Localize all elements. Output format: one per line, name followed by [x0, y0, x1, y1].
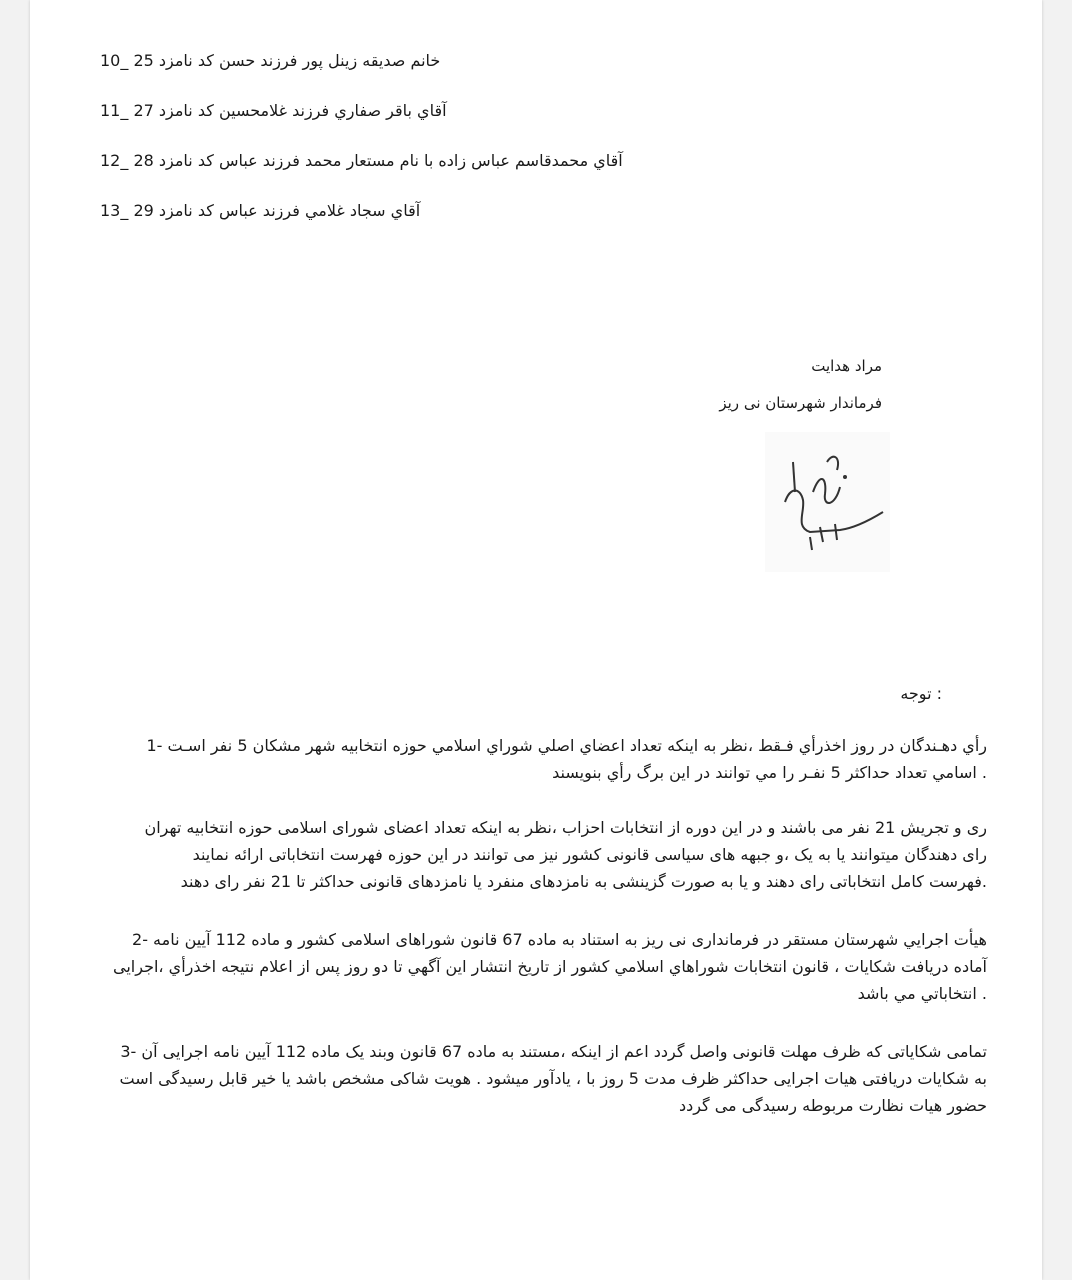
note-paragraph-2 — [87, 814, 987, 895]
document-page — [30, 0, 1042, 1280]
candidate-line: آقاي سجاد غلامي فرزند عباس كد نامزد 29 _13 — [100, 201, 421, 220]
note-line: .فهرست کامل انتخاباتی رای دهند و یا به صورت گزینشی به نامزدهای منفرد یا نامزدهای قانونی حداکثر تا 21 نفر رای دهند — [180, 872, 987, 891]
note-line: رای دهندگان میتوانند یا به یک ،و جبهه های سیاسی قانونی کشور نیز می توانند در این حوزه فهرست انتخاباتی ارائه نمایند — [192, 845, 987, 864]
candidate-line: آقاي محمدقاسم عباس زاده با نام مستعار محمد فرزند عباس كد نامزد 28 _12 — [100, 151, 623, 170]
note-line: تمامی شکایاتی که ظرف مهلت قانونی واصل گردد اعم از اینکه ،مستند به ماده 67 قانون وبند یک ماده 112 آیین نامه اجرایی آن -3 — [120, 1042, 987, 1061]
note-line: هيأت اجرايي شهرستان مستقر در فرمانداری نی ريز به استناد به ماده 67 قانون شوراهای اسلامی کشور و ماده 112 آيين نامه -2 — [132, 930, 987, 949]
signatory-name: مراد هدايت — [811, 357, 882, 375]
note-line: رأي دهـندگان در روز اخذرأي فـقط ،نظر به اينكه تعداد اعضاي اصلي شوراي اسلامي حوزه انتخابيه شهر مشكان 5 نفر اسـت -1 — [146, 736, 987, 755]
note-line: به شکایات دریافتی هیات اجرایی حداکثر ظرف مدت 5 روز با ، یادآور میشود . هویت شاکی مشخص باشد یا خیر قابل رسیدگی است — [119, 1069, 987, 1088]
candidate-line: خانم صديقه زينل پور فرزند حسن كد نامزد 25 _10 — [100, 51, 441, 70]
note-line: . اسامي تعداد حداكثر 5 نفـر را مي توانند در اين برگ رأي بنويسند — [552, 763, 987, 782]
note-paragraph-1 — [87, 732, 987, 786]
signature-drawing — [765, 432, 890, 572]
signatory-title: فرماندار شهرستان نی ريز — [719, 394, 882, 412]
note-paragraph-3 — [27, 926, 987, 1007]
candidate-line: آقاي باقر صفاري فرزند غلامحسين كد نامزد 27 _11 — [100, 101, 447, 120]
handwritten-signature — [765, 432, 890, 572]
note-line: . انتخاباتي مي باشد — [857, 984, 987, 1003]
note-heading: : توجه — [900, 684, 942, 703]
note-line: آماده دريافت شكايات ، قانون انتخابات شوراهاي اسلامي کشور از تاريخ انتشار اين آگهي تا دو روز پس از اعلام نتيجه اخذرأي ،اجرايی — [113, 957, 987, 976]
note-line: ری و تجریش 21 نفر می باشند و در این دوره از انتخابات احزاب ،نظر به اینکه تعداد اعضای شورای اسلامی حوزه انتخابیه تهران — [144, 818, 987, 837]
note-paragraph-4 — [27, 1038, 987, 1119]
note-line: حضور هیات نظارت مربوطه رسیدگی می گردد — [678, 1096, 987, 1115]
